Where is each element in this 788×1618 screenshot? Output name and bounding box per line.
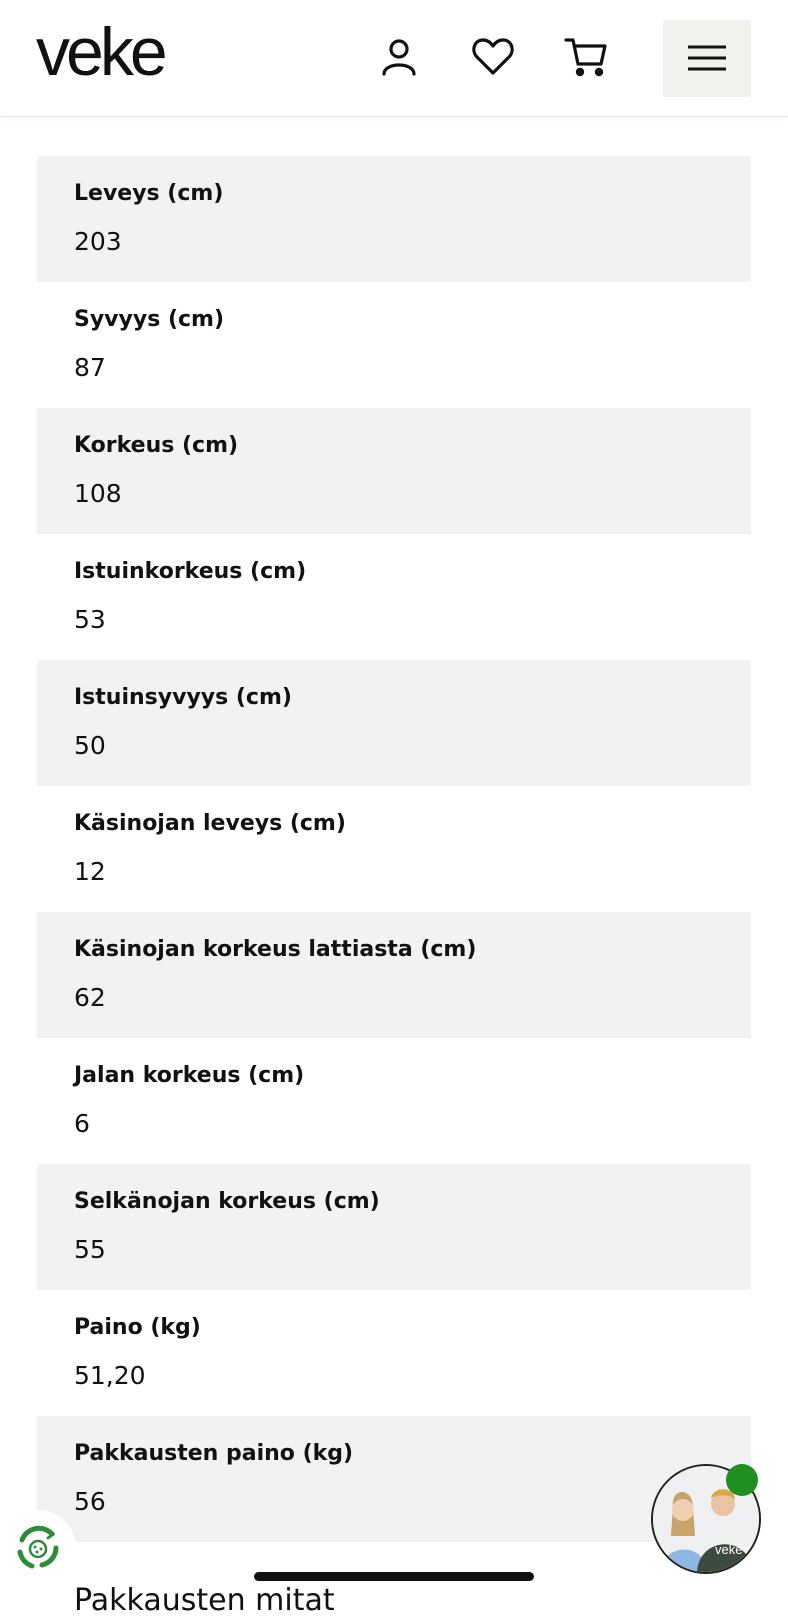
spec-label: Syvyys (cm) [74,307,225,332]
site-header [0,0,788,117]
spec-value: 50 [74,731,106,761]
spec-label: Istuinkorkeus (cm) [74,559,307,584]
spec-row [37,282,751,408]
spec-label: Pakkausten paino (kg) [74,1441,354,1466]
spec-row [37,660,751,786]
spec-value: 55 [74,1235,106,1265]
spec-row [37,408,751,534]
spec-row [37,1038,751,1164]
spec-value: 6 [74,1109,90,1139]
spec-row [37,912,751,1038]
recycle-icon [12,1522,64,1574]
eco-badge[interactable] [0,1510,76,1586]
spec-value: 53 [74,605,106,635]
spec-label: Jalan korkeus (cm) [74,1063,305,1088]
spec-label: Käsinojan korkeus lattiasta (cm) [74,937,477,962]
menu-button[interactable] [663,20,751,97]
spec-row [37,1164,751,1290]
veke-logo[interactable]: veke [36,14,164,90]
product-specs-list [37,156,751,1542]
spec-label: Istuinsyvyys (cm) [74,685,292,710]
package-dimensions-heading: Pakkausten mitat [74,1583,335,1618]
spec-label: Korkeus (cm) [74,433,239,458]
cart-button[interactable] [564,34,608,78]
spec-value: 51,20 [74,1361,146,1391]
spec-value: 62 [74,983,106,1013]
account-button[interactable] [377,34,421,78]
spec-value: 12 [74,857,106,887]
user-icon [377,34,421,78]
spec-row [37,786,751,912]
spec-value: 56 [74,1487,106,1517]
spec-label: Leveys (cm) [74,181,224,206]
wishlist-button[interactable] [471,34,515,78]
spec-label: Käsinojan leveys (cm) [74,811,346,836]
heart-icon [471,34,515,78]
spec-value: 108 [74,479,122,509]
spec-value: 87 [74,353,106,383]
spec-row [37,1416,751,1542]
chat-logo-text: veke [715,1542,743,1557]
hamburger-menu-icon [686,38,728,78]
spec-row [37,534,751,660]
spec-value: 203 [74,227,122,257]
spec-label: Selkänojan korkeus (cm) [74,1189,380,1214]
cart-icon [564,34,608,78]
spec-row [37,1290,751,1416]
home-indicator[interactable] [254,1572,534,1581]
spec-row [37,156,751,282]
online-status-indicator [726,1464,758,1496]
spec-label: Paino (kg) [74,1315,201,1340]
